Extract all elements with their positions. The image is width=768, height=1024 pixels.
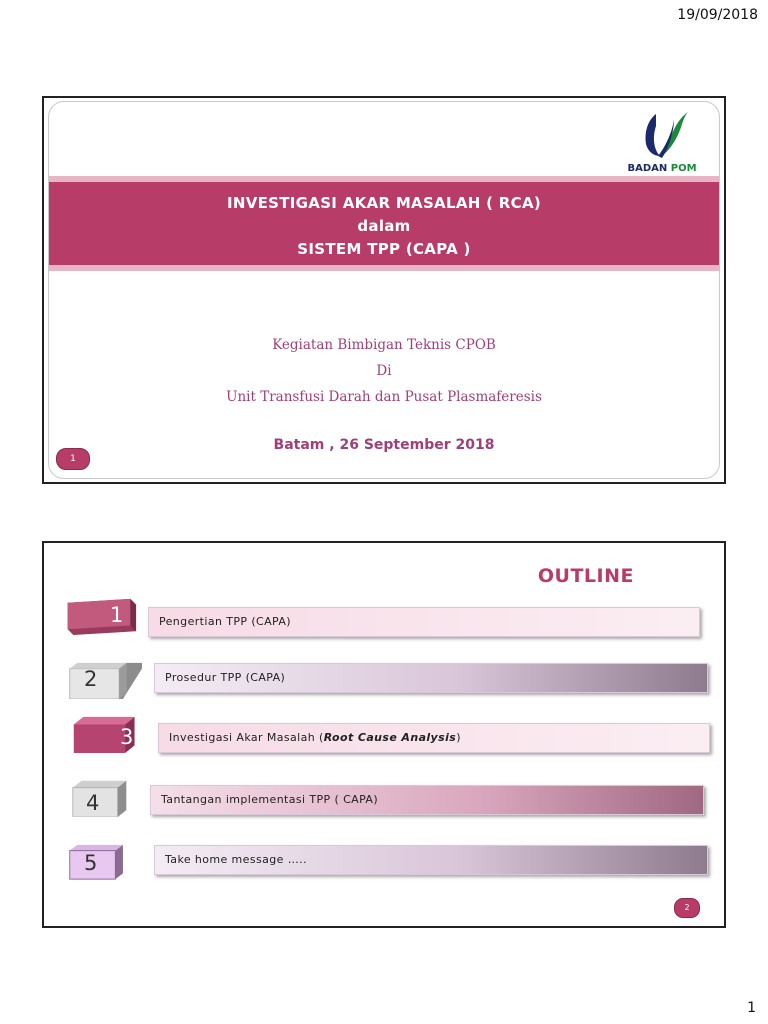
outline-bar-4 xyxy=(150,785,704,815)
outline-label-4: Tantangan implementasi TPP ( CAPA) xyxy=(161,793,379,806)
badan-pom-emblem-icon xyxy=(622,106,702,162)
subtitle-line-3: Unit Transfusi Darah dan Pusat Plasmaferesis xyxy=(226,389,542,405)
outline-number-5: 5 xyxy=(84,851,98,875)
outline-label-3: Investigasi Akar Masalah ( xyxy=(169,731,324,744)
number-cube-2-icon xyxy=(64,661,142,699)
page-number: 1 xyxy=(747,1000,756,1016)
outline-label-2: Prosedur TPP (CAPA) xyxy=(165,671,286,684)
outline-number-3: 3 xyxy=(120,725,134,749)
subtitle-line-1: Kegiatan Bimbigan Teknis CPOB xyxy=(272,337,496,353)
outline-title: OUTLINE xyxy=(537,565,634,587)
outline-bar-2 xyxy=(154,663,708,693)
title-line-2: dalam xyxy=(357,217,411,235)
logo-text xyxy=(622,163,702,174)
outline-label-1: Pengertian TPP (CAPA) xyxy=(159,615,291,628)
subtitle-line-2: Di xyxy=(376,363,392,379)
outline-bar-5 xyxy=(154,845,708,875)
number-cube-1-icon xyxy=(60,597,138,635)
outline-number-2: 2 xyxy=(84,667,98,691)
number-cube-3-icon xyxy=(68,715,146,753)
page-date: 19/09/2018 xyxy=(677,7,758,23)
logo-text-badan: BADAN xyxy=(627,163,668,174)
number-cube-4-icon xyxy=(64,779,142,817)
band-bottom-stripe xyxy=(49,265,719,271)
outline-label-3-emphasis: Root Cause Analysis xyxy=(323,731,457,744)
slide-number-badge: 1 xyxy=(56,448,90,470)
outline-number-4: 4 xyxy=(86,791,100,815)
number-cube-5-icon xyxy=(64,843,142,881)
event-date: Batam , 26 September 2018 xyxy=(273,437,495,453)
title-line-3: SISTEM TPP (CAPA ) xyxy=(297,240,471,258)
outline-number-1: 1 xyxy=(110,603,124,627)
title-band xyxy=(49,182,719,265)
outline-label-3-suffix: ) xyxy=(456,731,461,744)
outline-bar-1 xyxy=(148,607,700,637)
subtitle xyxy=(44,332,724,410)
outline-bar-3 xyxy=(158,723,710,753)
outline-label-5: Take home message ….. xyxy=(165,853,307,866)
badan-pom-logo xyxy=(622,106,702,176)
title-line-1: INVESTIGASI AKAR MASALAH ( RCA) xyxy=(226,194,542,212)
logo-text-pom: POM xyxy=(670,163,697,174)
outline-slide xyxy=(42,541,726,928)
slide-number-badge: 2 xyxy=(674,898,700,918)
title-slide xyxy=(42,96,726,484)
slide-frame xyxy=(48,101,720,479)
